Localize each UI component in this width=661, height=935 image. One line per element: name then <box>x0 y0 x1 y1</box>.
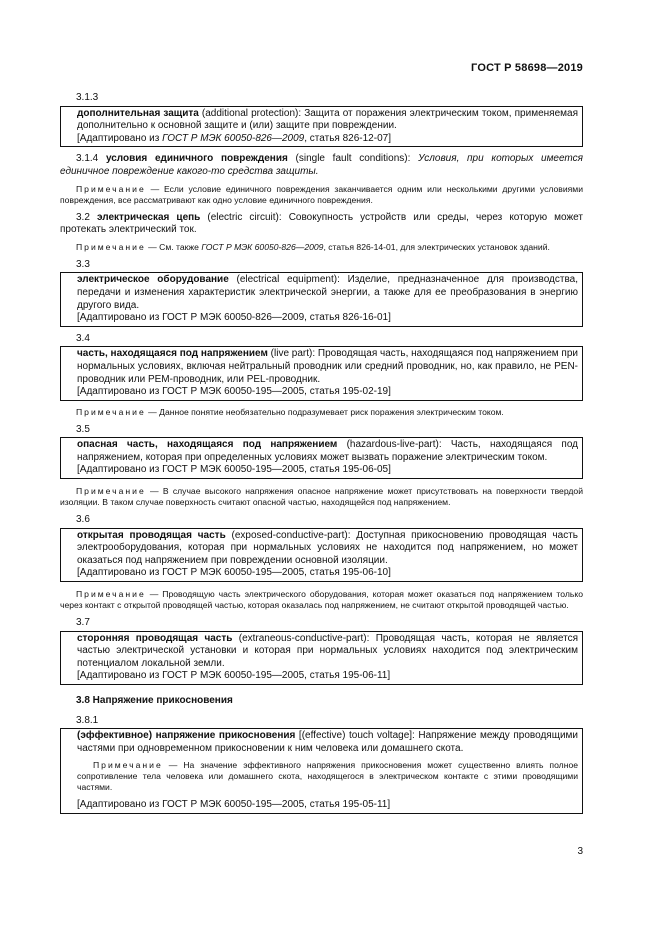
term: электрическое оборудование <box>77 274 229 286</box>
source-reference: [Адаптировано из ГОСТ Р МЭК 60050-826—2009, статья 826-12-07] <box>77 132 391 144</box>
source-reference: [Адаптировано из ГОСТ Р МЭК 60050-195—2005, статья 195-06-10] <box>77 567 391 579</box>
entry-number: 3.2 <box>76 211 90 223</box>
definition: (exposed-conductive-part): Доступная прикосновению проводящая часть электрооборудования, которая при нормальных условиях не находится под напряжением, но может оказаться под напряжением при повреждении основной изоляции. <box>77 529 578 566</box>
definition-paragraph: 3.1.4 условия единичного повреждения (single fault conditions): Условия, при которых имеется единичное повреждение какого-то средства защиты. <box>60 153 583 177</box>
source-reference: [Адаптировано из ГОСТ Р МЭК 60050-195—2005, статья 195-06-11] <box>77 670 391 682</box>
note: Примечание — Если условие единичного повреждения заканчивается одним или несколькими другими условиями повреждения, все рассматривают как одно условие единичного повреждения. <box>60 183 583 205</box>
definition-paragraph <box>60 212 583 237</box>
term: часть, находящаяся под напряжением <box>77 348 268 360</box>
note: Примечание — Данное понятие необязательно подразумевает риск поражения электрическим током. <box>76 406 504 417</box>
entry-number: 3.5 <box>76 423 90 435</box>
entry-number: 3.7 <box>76 617 90 629</box>
definition: (live part): Проводящая часть, находящаяся под напряжением при нормальных условиях, включая нейтральный проводник или средний проводник, но, как правило, не PEN-проводник или PEM-проводник, или PEL-проводник. <box>77 348 578 385</box>
entry-number: 3.6 <box>76 514 90 526</box>
source-reference: [Адаптировано из ГОСТ Р МЭК 60050-195—2005, статья 195-06-05] <box>77 464 391 476</box>
standard-header: ГОСТ Р 58698—2019 <box>471 62 583 74</box>
term: электрическая цепь <box>96 211 201 223</box>
definition-box <box>60 272 583 326</box>
source-reference: [Адаптировано из ГОСТ Р МЭК 60050-826—2009, статья 826-16-01] <box>77 312 391 324</box>
term: условия единичного повреждения <box>105 153 288 165</box>
entry-number: 3.1.3 <box>76 92 99 103</box>
term: дополнительная защита <box>77 107 199 119</box>
definition-box <box>60 346 583 400</box>
definition: [(effective) touch voltage]: Напряжение между проводящими частями при одновременном прикосновении к ним человека или домашнего скота. <box>77 730 578 754</box>
entry-number: 3.3 <box>76 258 90 270</box>
note: Примечание — Проводящую часть электрического оборудования, которая может оказаться под напряжением только через контакт с открытой проводящей частью, которая оказалась под напряжением, не считают открытой проводящей частью. <box>60 589 583 611</box>
note: Примечание — На значение эффективного напряжения прикосновения может существенно влиять полное сопротивление тела человека или домашнего скота, находящегося в электрическом контакте с этими проводящими частями. <box>77 760 578 793</box>
definition-box <box>60 631 583 685</box>
definition-box <box>60 728 583 814</box>
definition: (additional protection): Защита от поражения электрическим током, применяемая дополнительно к основной защите и (или) защите при повреждении. <box>77 107 578 132</box>
term: открытая проводящая часть <box>77 529 226 541</box>
content <box>60 92 583 814</box>
section-heading: 3.8 Напряжение прикосновения <box>76 695 233 706</box>
source-reference: [Адаптировано из ГОСТ Р МЭК 60050-195—2005, статья 195-02-19] <box>77 386 391 398</box>
definition: (electric circuit): Совокупность устройств или среды, через которую может протекать электрический ток. <box>60 211 583 236</box>
entry-number: 3.1.4 <box>76 153 99 165</box>
entry-number: 3.8.1 <box>76 714 99 726</box>
definition: (hazardous-live-part): Часть, находящаяся под напряжением, которая при определенных условиях может вызвать поражение электрическим током. <box>77 439 578 463</box>
entry-number: 3.4 <box>76 332 90 344</box>
definition: (extraneous-conductive-part): Проводящая часть, которая не является частью электрической установки и которая при нормальных условиях находится под электрическим потенциалом локальной земли. <box>77 632 578 669</box>
note: Примечание — В случае высокого напряжения опасное напряжение может присутствовать на поверхности твердой изоляции. В таком случае поверхность считают опасной частью, находящейся под напряжением. <box>60 486 583 508</box>
term: опасная часть, находящаяся под напряжением <box>77 439 338 451</box>
definition-box <box>60 106 583 148</box>
definition-box <box>60 437 583 479</box>
definition-box <box>60 528 583 582</box>
note: Примечание — См. также ГОСТ Р МЭК 60050-826—2009, статья 826-14-01, для электрических установок зданий. <box>76 241 550 252</box>
page-number: 3 <box>577 846 583 857</box>
term: (эффективное) напряжение прикосновения <box>77 730 296 742</box>
source-reference: [Адаптировано из ГОСТ Р МЭК 60050-195—2005, статья 195-05-11] <box>77 799 391 811</box>
definition: Условия, при которых имеется единичное повреждение какого-то средства защиты. <box>60 153 583 177</box>
term: сторонняя проводящая часть <box>77 632 233 644</box>
definition: (electrical equipment): Изделие, предназначенное для производства, передачи и изменения характеристик электрической энергии, а также для ее преобразования в энергию другого вида. <box>77 274 578 311</box>
